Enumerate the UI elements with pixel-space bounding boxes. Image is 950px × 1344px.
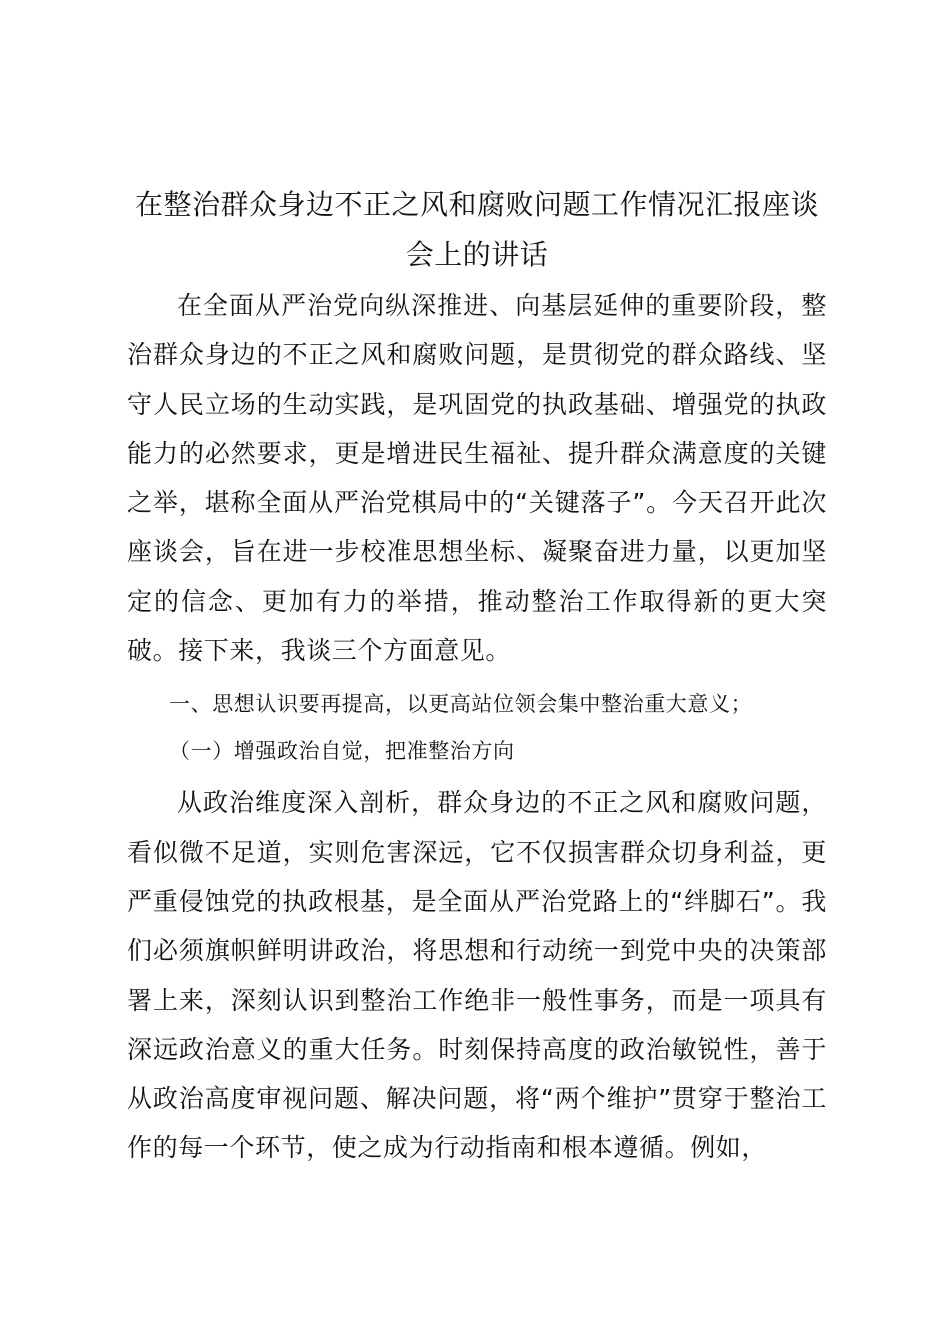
document-title: 在整治群众身边不正之风和腐败问题工作情况汇报座谈会上的讲话 bbox=[134, 188, 819, 271]
section-heading-1: 一、思想认识要再提高，以更高站位领会集中整治重大意义； bbox=[169, 692, 753, 717]
body-paragraph: 从政治维度深入剖析，群众身边的不正之风和腐败问题，看似微不足道，实则危害深远，它不仅损害群众切身利益，更严重侵蚀党的执政根基，是全面从严治党路上的“绊脚石”。我们必须旗帜鲜明讲政治，将思想和行动统一到党中央的决策部署上来，深刻认识到整治工作绝非一般性事务，而是一项具有深远政治意义的重大任务。时刻保持高度的政治敏锐性，善于从政治高度审视问题、解决问题，将“两个维护”贯穿于整治工作的每一个环节，使之成为行动指南和根本遵循。例如， bbox=[127, 788, 827, 1163]
intro-paragraph: 在全面从严治党向纵深推进、向基层延伸的重要阶段，整治群众身边的不正之风和腐败问题，是贯彻党的群众路线、坚守人民立场的生动实践，是巩固党的执政基础、增强党的执政能力的必然要求，更是增进民生福祉、提升群众满意度的关键之举，堪称全面从严治党棋局中的“关键落子”。今天召开此次座谈会，旨在进一步校准思想坐标、凝聚奋进力量，以更加坚定的信念、更加有力的举措，推动整治工作取得新的更大突破。接下来，我谈三个方面意见。 bbox=[127, 291, 827, 666]
subsection-heading-1: （一）增强政治自觉，把准整治方向 bbox=[169, 739, 515, 764]
document-body bbox=[127, 180, 827, 1173]
